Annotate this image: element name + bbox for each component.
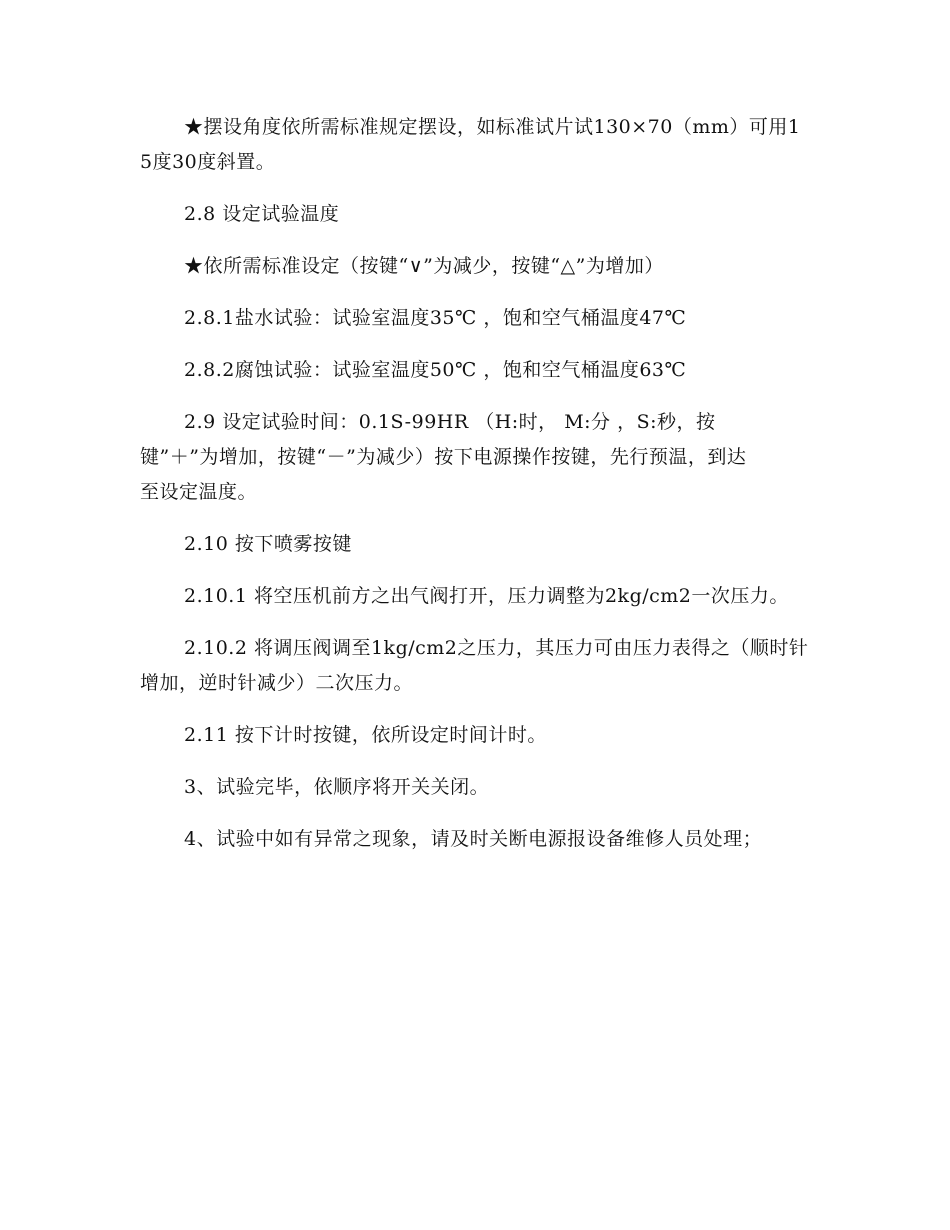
- paragraph-abnormal: 4、试验中如有异常之现象，请及时关断电源报设备维修人员处理；: [184, 828, 763, 850]
- paragraph-test-time: 2.9 设定试验时间：0.1S-99HR （H:时， M:分 ，S:秒，按键”＋”为增加，按键“－”为减少）按下电源操作按键，先行预温，到达至设定温度。: [140, 411, 747, 503]
- paragraph-pressure-valve: 2.10.2 将调压阀调至1kg/cm2之压力，其压力可由压力表得之（顺时针增加，逆时针减少）二次压力。: [140, 637, 809, 694]
- paragraph-air-valve: 2.10.1 将空压机前方之出气阀打开，压力调整为2kg/cm2一次压力。: [184, 585, 789, 607]
- paragraph-angle-setting: ★摆设角度依所需标准规定摆设，如标准试片试130×70（mm）可用15度30度斜置。: [140, 116, 801, 173]
- document-body: [140, 110, 812, 874]
- paragraph-key-instructions: ★依所需标准设定（按键“∨”为减少，按键“△”为增加）: [184, 255, 664, 277]
- paragraph-heading-2-8: 2.8 设定试验温度: [184, 203, 340, 225]
- paragraph-heading-2-10: 2.10 按下喷雾按键: [184, 533, 352, 555]
- paragraph-test-complete: 3、试验完毕，依顺序将开关关闭。: [184, 776, 490, 798]
- paragraph-salt-test: 2.8.1盐水试验：试验室温度35℃ ，饱和空气桶温度47℃: [184, 307, 687, 329]
- paragraph-corrosion-test: 2.8.2腐蚀试验：试验室温度50℃ ，饱和空气桶温度63℃: [184, 359, 687, 381]
- paragraph-timer: 2.11 按下计时按键，依所设定时间计时。: [184, 724, 547, 746]
